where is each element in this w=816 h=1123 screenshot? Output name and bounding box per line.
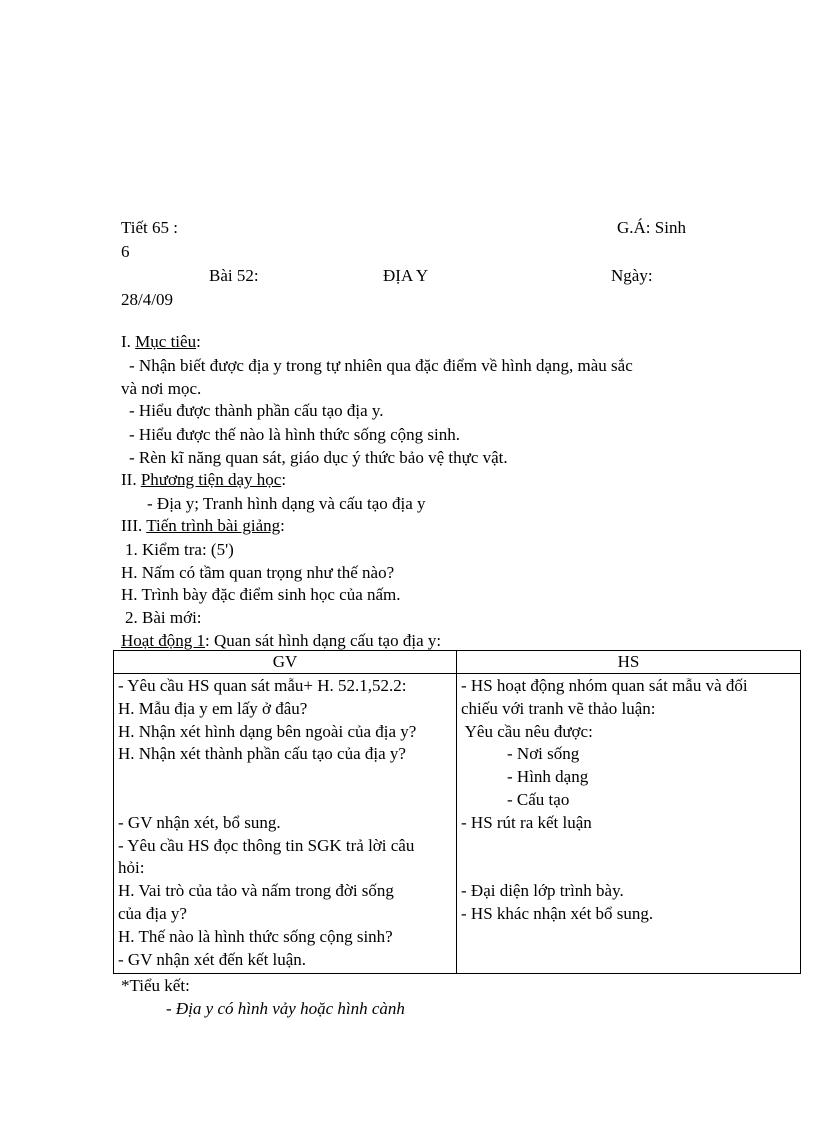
section-1-number: I. — [121, 332, 131, 351]
objective-item: - Nhận biết được địa y trong tự nhiên qua đặc điểm về hình dạng, màu sắc — [129, 356, 633, 375]
objective-item: - Hiểu được thế nào là hình thức sống cộng sinh. — [129, 425, 460, 444]
student-line-indented: - Hình dạng — [507, 767, 589, 787]
student-line-indented: - Nơi sống — [507, 744, 580, 764]
student-cell — [457, 674, 801, 974]
section-3-title: Tiến trình bài giảng — [146, 516, 281, 535]
student-line: - Đại diện lớp trình bày. — [461, 881, 624, 901]
activity-label: Hoạt động 1 — [121, 631, 206, 650]
lesson-title-label: Bài 52: — [209, 266, 259, 285]
activity-table — [113, 650, 801, 974]
activity-text: : Quan sát hình dạng cấu tạo địa y: — [205, 631, 442, 650]
teacher-line: của địa y? — [118, 903, 187, 923]
student-line: - HS hoạt động nhóm quan sát mẫu và đối — [461, 676, 748, 695]
section-2-title: Phương tiện dạy học — [140, 470, 282, 489]
student-line: - HS khác nhận xét bổ sung. — [461, 903, 654, 923]
teacher-line: H. Nhận xét thành phần cấu tạo của địa y? — [118, 744, 406, 764]
section-2-number: II. — [121, 470, 137, 489]
teacher-label: G.Á: Sinh — [617, 218, 686, 237]
column-header-hs: HS — [457, 651, 801, 674]
equipment-item: - Địa y; Tranh hình dạng và cấu tạo địa y — [147, 494, 426, 513]
table-row — [114, 674, 801, 974]
column-header-gv: GV — [114, 651, 457, 674]
teacher-line: - GV nhận xét đến kết luận. — [118, 949, 307, 969]
student-line: chiếu với tranh vẽ thảo luận: — [461, 698, 656, 718]
date-label: Ngày: — [611, 266, 653, 285]
section-3-heading — [121, 516, 285, 536]
teacher-label-wrap: 6 — [121, 242, 130, 261]
teacher-line: H. Thế nào là hình thức sống cộng sinh? — [118, 926, 393, 946]
objective-item: - Rèn kĩ năng quan sát, giáo dục ý thức bảo vệ thực vật. — [129, 448, 508, 467]
teacher-line: - Yêu cầu HS quan sát mẫu+ H. 52.1,52.2: — [118, 676, 407, 695]
section-3-number: III. — [121, 516, 143, 535]
teacher-cell — [114, 674, 457, 974]
objective-item: - Hiểu được thành phần cấu tạo địa y. — [129, 401, 384, 420]
student-line-blank — [461, 835, 796, 858]
student-line-indented: - Cấu tạo — [507, 789, 570, 809]
student-line: - HS rút ra kết luận — [461, 812, 592, 832]
student-line: Yêu cầu nêu được: — [461, 721, 593, 741]
section-2-colon: : — [281, 470, 287, 489]
lesson-number: Tiết 65 : — [121, 218, 179, 237]
teacher-line: H. Mẫu địa y em lấy ở đâu? — [118, 698, 308, 718]
teacher-line-blank — [118, 789, 452, 812]
teacher-line: - GV nhận xét, bổ sung. — [118, 812, 281, 832]
activity-heading — [121, 631, 441, 651]
procedure-line: H. Nấm có tầm quan trọng như thế nào? — [121, 563, 395, 582]
section-1-heading — [121, 332, 201, 352]
date-value: 28/4/09 — [121, 290, 173, 309]
procedure-line: 2. Bài mới: — [125, 608, 202, 627]
section-2-heading — [121, 470, 286, 490]
teacher-line-blank — [118, 766, 452, 789]
lesson-title: ĐỊA Y — [383, 266, 429, 285]
teacher-line: H. Vai trò của tảo và nấm trong đời sống — [118, 881, 394, 901]
section-1-title: Mục tiêu — [135, 332, 197, 351]
student-line-blank — [461, 857, 796, 880]
summary-label: *Tiểu kết: — [121, 976, 190, 995]
procedure-line: H. Trình bày đặc điểm sinh học của nấm. — [121, 585, 401, 604]
section-3-colon: : — [280, 516, 285, 535]
teacher-line: - Yêu cầu HS đọc thông tin SGK trả lời câu — [118, 835, 415, 855]
table-header-row — [114, 651, 801, 674]
summary-item: - Địa y có hình vảy hoặc hình cành — [166, 999, 405, 1018]
teacher-line: H. Nhận xét hình dạng bên ngoài của địa y? — [118, 721, 417, 741]
objective-item-wrap: và nơi mọc. — [121, 379, 202, 398]
teacher-line: hỏi: — [118, 858, 145, 878]
section-1-colon: : — [196, 332, 201, 351]
procedure-line: 1. Kiểm tra: (5') — [125, 540, 234, 559]
